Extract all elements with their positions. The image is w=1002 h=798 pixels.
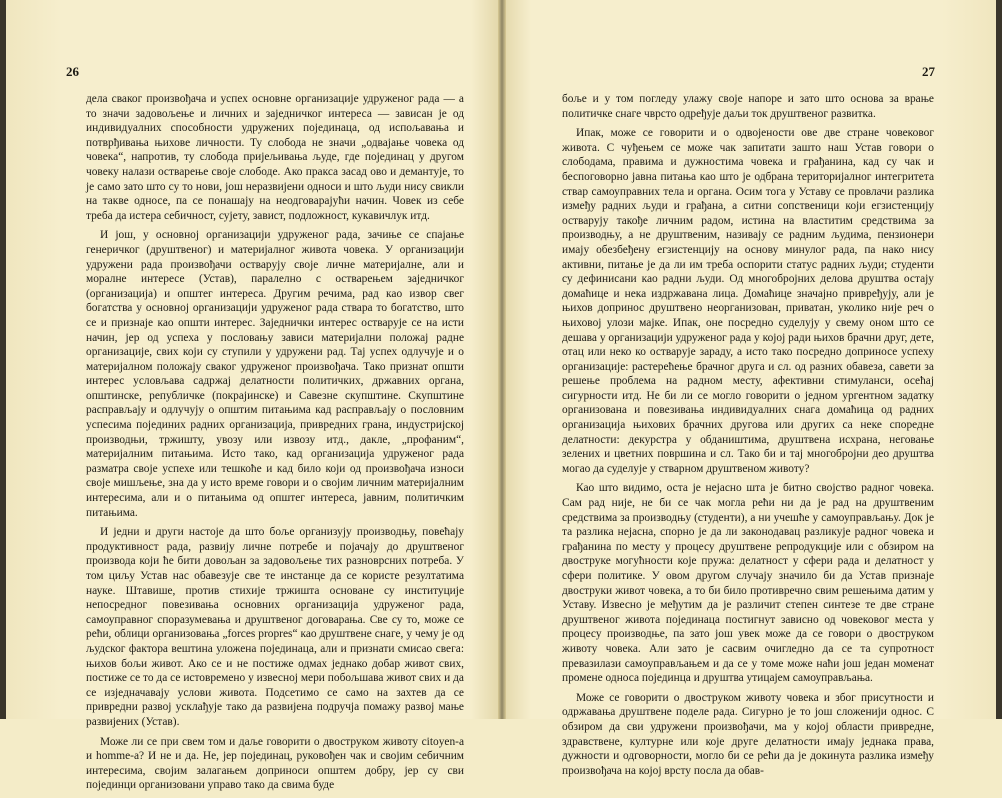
page-body: [86, 92, 464, 798]
scan-edge-right: [996, 0, 1002, 719]
book-gutter: [498, 0, 506, 719]
paragraph: Као што видимо, оста је нејасно шта је битно својство радног човека. Сам рад није, не би се чак могла рећи ни да је рад на друштвеним средствима за производњу (студенти), а ни учешће у самоуправљању. Док је та разлика нејасна, спорно је да ли законодавац разликује радног човека и грађанина по месту у процесу друштвене репродукције или с обзиром на двоструке могућности које пружа: делатност у сфери рада и делатност у сфери политике. У овом другом случају значило би да Устав признаје двоструки живот човека, а то би било противречно свим решењима датим у Уставу. Извесно је међутим да је различит степен синтезе те две стране друштвеног живота појединаца постигнут зависно од човековог места у процесу производње, па зато још увек може да се говори о двоструком животу човека. Али зато је сасвим очигледно да се та супротност превазилази самоуправљањем и да се у томе може наћи још један моменат промене односа појединца и друштва утицајем самоуправљања.: [562, 482, 934, 685]
paragraph: И једни и други настоје да што боље организују производњу, повећају продуктивност рада, развију личне потребе и појачају до друштвеног производа који ће бити довољан за задовољење тих разноврсних потреба. У том циљу Устав нас обавезује све те инстанце да се користе резултатима науке. Штавише, против стихије тржишта основане су институције непосредног повезивања основних организација удруженог рада, самоуправног споразумевања и друштвеног договарања. Све су то, може се рећи, облици организовања „forces propres“ као друштвене снаге, у чему је од људског фактора вештина уложена појединаца, али и признати смисао свега: њихов бољи живот. Ако се и не постиже одмах једнако добар живот свих, постиже се то да се истовремено у извесној мери побољшава живот свих и да се изједначавају услови живота. Подсетимо се само на захтев да се привредни развој усклађује тако да развијена подручја помажу развој мање развијених (Устав).: [86, 526, 464, 728]
paragraph: Може се говорити о двоструком животу човека и због присутности и одржавања друштвене поделе рада. Сигурно је то још сложенији однос. С обзиром да сви удружени произвођачи, ма у којој области привредне, здравствене, културне или које друге делатности имају једнака права, дужности и одговорности, могло би се рећи да је докинута разлика између произвођача на којој врсту посла да обав-: [562, 691, 934, 777]
page-body: [562, 92, 934, 783]
paragraph: Може ли се при свем том и даље говорити о двоструком животу citoyen-а и homme-а? И не и да. Не, јер појединац, руковођен чак и својим себичним интересима, својим залагањем доприноси општем добру, јер су сви појединци организовани управо тако да свима буде: [86, 735, 464, 792]
paragraph: Ипак, може се говорити и о одвојености ове две стране човековог живота. С чуђењем се може чак запитати зашто наш Устав говори о слободама, правима и дужностима човека и грађанина, кад су чак и беспоговорно јавна питања као што је одбрана територијалног интегритета ствар самоуправних тела и органа. Осим тога у Уставу се провлачи разлика између радних људи и грађана, а ситни сопственици који егзистенцију остварују такође личним радом, истина на властитим средствима за производњу, а не друштвеним, називају се радним људима, пензионери имају обезбеђену егзистенцију на основу минулог рада, па нако нису активни, питање је да ли им треба оспорити статус радних људи; студенти су дефинисани као радни људи. Од многобројних делова друштва остају домаћице и нека издржавана лица. Домаћице значајно привређују, али је њихов допринос друштвено неорганизован, приватан, уколико није реч о њиховој улози мајке. Ипак, оне посредно суделују у свему оном што се дешава у организацији удруженог рада у којој ради њихов брачни друг, дете, отац или неко ко остварује зараду, а исто тако посредно доприносе успеху организације: растерећење брачног друга и сл. од разних обавеза, савети за решење проблема на радном месту, афективни стимуланси, осећај сигурности итд. Не би ли се могло говорити о једном ургентном задатку организована и повезивања индивидуалних снага домаћица од радних организација њихових брачних другова или других са неке споредне делатности: декурстра у обдаништима, друштвена исхрана, неговање зелених и цветних површина и сл. Тако би и тај многобројни део друштва могао да суделује у стварном друштвеном животу?: [562, 127, 934, 475]
right-page: [506, 0, 996, 777]
page-number: 27: [922, 64, 935, 79]
paragraph: боље и у том погледу улажу своје напоре и зато што основа за врање политичке снаге чврсто одређује даљи ток друштвеног развитка.: [562, 93, 934, 120]
paragraph: И још, у основној организацији удруженог рада, зачиње се спајање генеричког (друштвеног) и материјалног живота човека. У организацији удружени рада произвођачи остварују своје личне материјалне, али и моралне интересе (Устав), паралелно с остварењем заједничког (организација) и општег интереса. Другим речима, рад као извор свег богатства у основној организацији удруженог рада ствара то богатство, што се и признаје као општи интерес. Заједнички интерес остварује се на исти начин, јер од успеха у пословању зависи материјални положај радне организације, свих који су ступили у удружени рад. Тај успех одлучује и о материјалном положају сваког удруженог произвођача. Тако признат општи интерес условљава садржај делатности политичких, државних органа, општинске, републичке (покрајинске) и Савезне скупштине. Скупштине расправљају и одлучују о општим питањима кад расправљају о пословним успесима појединих радних организација, привредних грана, индустријској производњи, тржишту, увозу или извозу итд., дакле, „профаним“, материјалним питањима. Исто тако, кад организација удруженог рада разматра своје успехе или тешкоће и кад било који од произвођача износи своје мишљење, зна да у исто време говори и о својим личним материјалним интересима, али и о питањима од општег интереса, јавним, политичким питањима.: [86, 229, 464, 519]
left-page: [6, 0, 498, 792]
page-number: 26: [66, 64, 79, 79]
paragraph: дела сваког произвођача и успех основне организације удруженог рада — а то значи задовољење и личних и заједничког интереса — зависан је од индивидуалних способности удружених појединаца, од испољавања и потврђивања њихове личности. Ту слобода не значи „одвајање човека од човека“, напротив, ту слобода пријељивања људе, где појединац у другом човеку налази остварење своје слободе. Ако пракса засад ово и демантује, то је само зато што су то нови, још неразвијени односи и што људи нису свикли на такве односе, па се понашају на неодговарајући начин. Човек из себе треба да истера себичност, сујету, завист, подложност, кукавичлук итд.: [86, 93, 464, 222]
